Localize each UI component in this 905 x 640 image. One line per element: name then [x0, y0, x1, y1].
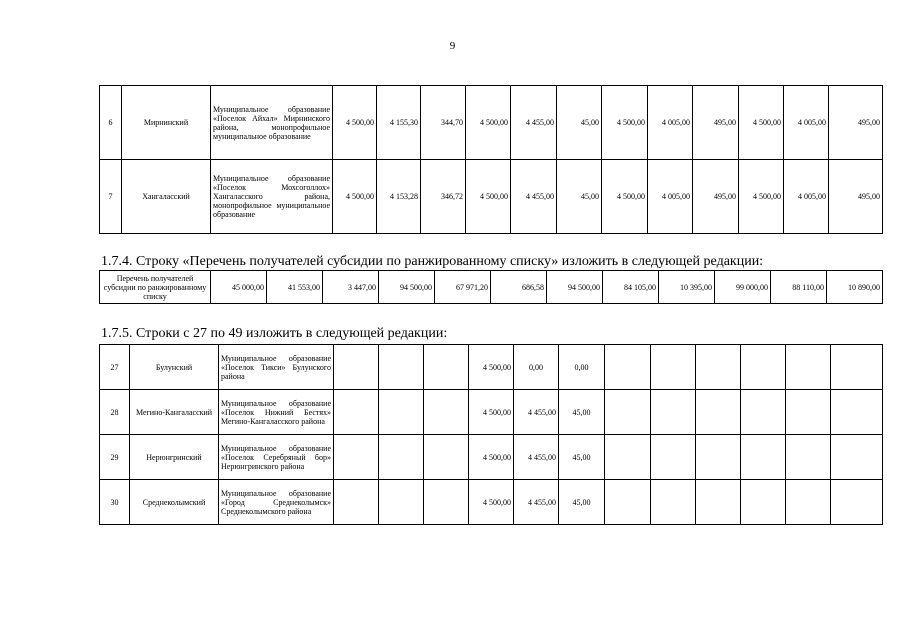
value-cell: 10 890,00	[827, 271, 883, 304]
table-row	[100, 345, 883, 390]
value-cell: 686,58	[491, 271, 547, 304]
table-row	[100, 271, 883, 304]
value-cell	[424, 480, 469, 525]
value-cell: 4 500,00	[739, 160, 784, 234]
value-cell: 45,00	[559, 390, 605, 435]
value-cell	[605, 390, 651, 435]
value-cell	[786, 480, 831, 525]
municipality-cell: Муниципальное образование «Поселок Нижний Бестях» Мегино-Кангаласского района	[219, 390, 334, 435]
value-cell	[651, 345, 696, 390]
table-row	[100, 390, 883, 435]
district-cell: Среднеколымский	[130, 480, 219, 525]
row-number: 28	[100, 390, 130, 435]
subsidy-table-top	[99, 85, 883, 234]
value-cell	[379, 345, 424, 390]
value-cell	[424, 390, 469, 435]
value-cell: 4 455,00	[514, 435, 559, 480]
value-cell: 495,00	[829, 160, 883, 234]
district-cell: Булунский	[130, 345, 219, 390]
value-cell: 4 500,00	[333, 160, 377, 234]
value-cell: 4 500,00	[469, 435, 514, 480]
value-cell: 4 455,00	[511, 160, 557, 234]
value-cell: 4 500,00	[466, 160, 511, 234]
value-cell	[786, 435, 831, 480]
ranked-list-table	[99, 270, 883, 304]
value-cell	[651, 390, 696, 435]
value-cell	[741, 390, 786, 435]
value-cell: 4 500,00	[469, 390, 514, 435]
value-cell: 495,00	[693, 86, 739, 160]
ranked-list-label: Перечень получателей субсидии по ранжированному списку	[100, 271, 211, 304]
section-heading-1-7-4: 1.7.4. Строку «Перечень получателей субсидии по ранжированному списку» изложить в следующей редакции:	[101, 254, 764, 269]
value-cell	[424, 435, 469, 480]
section-heading-1-7-5: 1.7.5. Строки с 27 по 49 изложить в следующей редакции:	[101, 326, 448, 341]
value-cell	[696, 390, 741, 435]
value-cell: 10 395,00	[659, 271, 715, 304]
value-cell: 4 500,00	[469, 345, 514, 390]
value-cell: 495,00	[693, 160, 739, 234]
value-cell	[334, 480, 379, 525]
row-number: 30	[100, 480, 130, 525]
district-cell: Нерюнгринский	[130, 435, 219, 480]
value-cell: 4 455,00	[514, 390, 559, 435]
value-cell	[334, 345, 379, 390]
value-cell	[741, 435, 786, 480]
value-cell: 344,70	[421, 86, 466, 160]
district-cell: Хангаласский	[122, 160, 211, 234]
value-cell	[605, 480, 651, 525]
value-cell	[605, 435, 651, 480]
table-row	[100, 86, 883, 160]
municipality-cell: Муниципальное образование «Поселок Тикси» Булунского района	[219, 345, 334, 390]
row-number: 7	[100, 160, 122, 234]
district-cell: Мирнинский	[122, 86, 211, 160]
value-cell	[424, 345, 469, 390]
value-cell: 0,00	[514, 345, 559, 390]
value-cell: 495,00	[829, 86, 883, 160]
subsidy-table-rows-27-49	[99, 344, 883, 525]
municipality-cell: Муниципальное образование «Город Среднеколымск» Среднеколымского района	[219, 480, 334, 525]
value-cell: 4 005,00	[784, 160, 829, 234]
value-cell	[379, 480, 424, 525]
value-cell	[786, 345, 831, 390]
value-cell	[651, 435, 696, 480]
value-cell	[831, 345, 883, 390]
value-cell: 4 455,00	[511, 86, 557, 160]
value-cell: 45 000,00	[211, 271, 267, 304]
value-cell: 4 500,00	[469, 480, 514, 525]
value-cell: 45,00	[559, 435, 605, 480]
value-cell: 94 500,00	[547, 271, 603, 304]
district-cell: Мегино-Кангаласский	[130, 390, 219, 435]
value-cell: 41 553,00	[267, 271, 323, 304]
value-cell	[786, 390, 831, 435]
value-cell	[741, 480, 786, 525]
value-cell: 4 500,00	[333, 86, 377, 160]
value-cell	[831, 435, 883, 480]
table-row	[100, 480, 883, 525]
table-row	[100, 160, 883, 234]
value-cell	[696, 345, 741, 390]
value-cell: 45,00	[557, 160, 602, 234]
value-cell: 4 500,00	[602, 160, 648, 234]
value-cell: 3 447,00	[323, 271, 379, 304]
municipality-cell: Муниципальное образование «Поселок Айхал» Мирнинского района, монопрофильное муниципальное образование	[211, 86, 333, 160]
value-cell: 4 153,28	[377, 160, 421, 234]
value-cell	[831, 480, 883, 525]
value-cell: 4 500,00	[602, 86, 648, 160]
value-cell	[605, 345, 651, 390]
value-cell: 4 155,30	[377, 86, 421, 160]
value-cell	[741, 345, 786, 390]
row-number: 29	[100, 435, 130, 480]
value-cell: 67 971,20	[435, 271, 491, 304]
value-cell: 88 110,00	[771, 271, 827, 304]
value-cell: 4 005,00	[784, 86, 829, 160]
value-cell	[696, 435, 741, 480]
value-cell: 4 500,00	[466, 86, 511, 160]
value-cell: 84 105,00	[603, 271, 659, 304]
value-cell: 94 500,00	[379, 271, 435, 304]
value-cell: 4 005,00	[648, 160, 693, 234]
value-cell	[379, 435, 424, 480]
value-cell: 4 500,00	[739, 86, 784, 160]
row-number: 27	[100, 345, 130, 390]
value-cell: 45,00	[557, 86, 602, 160]
value-cell: 346,72	[421, 160, 466, 234]
value-cell: 4 455,00	[514, 480, 559, 525]
value-cell	[334, 390, 379, 435]
municipality-cell: Муниципальное образование «Поселок Мохсоголлох» Хангаласского района, монопрофильное муниципальное образование	[211, 160, 333, 234]
page-number: 9	[449, 40, 456, 52]
value-cell	[334, 435, 379, 480]
municipality-cell: Муниципальное образование «Поселок Серебряный бор» Нерюнгринского района	[219, 435, 334, 480]
value-cell: 4 005,00	[648, 86, 693, 160]
value-cell	[379, 390, 424, 435]
row-number: 6	[100, 86, 122, 160]
value-cell: 99 000,00	[715, 271, 771, 304]
value-cell	[651, 480, 696, 525]
value-cell: 0,00	[559, 345, 605, 390]
value-cell	[696, 480, 741, 525]
value-cell	[831, 390, 883, 435]
table-row	[100, 435, 883, 480]
value-cell: 45,00	[559, 480, 605, 525]
